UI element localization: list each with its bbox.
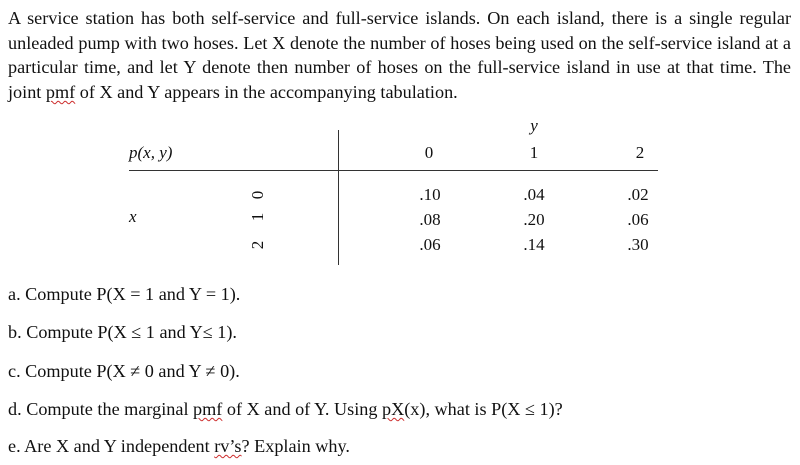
table-corner-label: p(x, y): [129, 143, 173, 162]
problem-text-part2: of X and Y appears in the accompanying tabulation.: [75, 81, 458, 102]
question-a: a. Compute P(X = 1 and Y = 1).: [8, 284, 241, 304]
pmf-word: pmf: [193, 399, 223, 419]
x-value-0: 0: [248, 190, 267, 200]
x-value-2: 2: [248, 240, 267, 250]
row-variable-label: x: [129, 207, 137, 226]
question-e-part2: ? Explain why.: [241, 436, 350, 456]
problem-text-part1: A service station has both self-service and full-service islands. On each island, there is a single regular unleaded pump with two hoses. Let X denote the number of hoses being used on the self-service island at a particular time, and let Y denote then number of hoses on the full-service island in use at that time. The joint: [8, 8, 791, 102]
table-cell: .02: [627, 185, 649, 204]
question-d: [8, 399, 563, 420]
y-value-0: 0: [424, 143, 434, 162]
question-e-part1: e. Are X and Y independent: [8, 436, 215, 456]
column-variable-label: y: [530, 116, 538, 135]
pmf-word: pmf: [45, 81, 76, 102]
table-cell: .10: [419, 185, 441, 204]
px-notation: pX: [382, 399, 405, 419]
rvs-word: rv’s: [214, 436, 242, 456]
table-cell: .04: [523, 185, 545, 204]
question-d-part2: of X and of Y. Using: [222, 399, 382, 419]
question-d-part1: d. Compute the marginal: [8, 399, 194, 419]
table-cell: .14: [523, 235, 545, 254]
question-d-part3: (x), what is P(X ≤ 1)?: [404, 399, 563, 419]
table-cell: .06: [627, 210, 649, 229]
table-cell: .08: [419, 210, 441, 229]
question-e: [8, 436, 350, 457]
table-cell: .30: [627, 235, 649, 254]
question-c: c. Compute P(X ≠ 0 and Y ≠ 0).: [8, 361, 240, 381]
x-value-1: 1: [248, 212, 267, 222]
question-b: b. Compute P(X ≤ 1 and Y≤ 1).: [8, 322, 237, 342]
table-horizontal-rule: [129, 170, 658, 171]
table-cell: .20: [523, 210, 545, 229]
table-vertical-rule: [338, 130, 339, 265]
table-cell: .06: [419, 235, 441, 254]
y-value-1: 1: [529, 143, 539, 162]
y-value-2: 2: [635, 143, 645, 162]
